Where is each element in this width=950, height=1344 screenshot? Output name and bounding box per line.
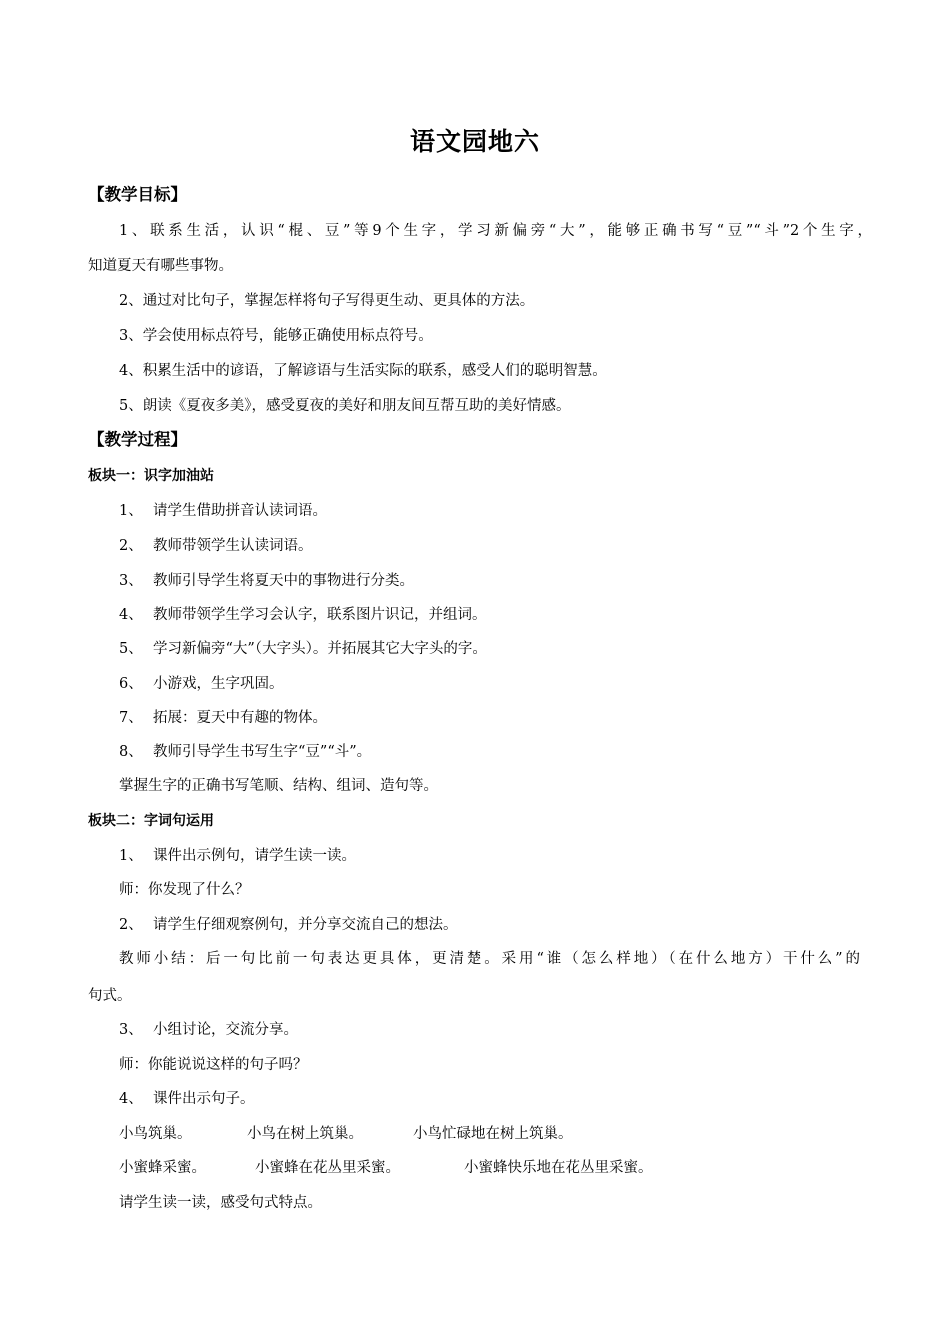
example-row-1 [119,1124,573,1144]
block2-question-1: 师：你发现了什么？ [119,882,250,898]
goal-5: 5、朗读《夏夜多美》，感受夏夜的美好和朋友间互帮互助的美好情感。 [119,398,571,414]
step-text: 小游戏，生字巩固。 [153,676,284,692]
step-text: 课件出示句子。 [153,1091,255,1107]
step-number: 1、 [119,503,143,519]
step-number: 8、 [119,744,143,760]
block1-step-3 [119,571,414,591]
block2-step-4 [119,1089,255,1109]
goal-1-line-2: 知道夏天有哪些事物。 [88,258,233,274]
block2-step-1 [119,846,356,866]
step-text: 教师引导学生将夏天中的事物进行分类。 [153,573,414,589]
step-number: 4、 [119,607,143,623]
goal-4: 4、积累生活中的谚语，了解谚语与生活实际的联系，感受人们的聪明智慧。 [119,363,607,379]
step-text: 拓展：夏天中有趣的物体。 [153,710,327,726]
step-text: 学习新偏旁“大”（大字头）。并拓展其它大字头的字。 [153,641,487,657]
block1-step-7 [119,708,327,728]
step-text: 教师带领学生认读词语。 [153,538,313,554]
step-number: 1、 [119,848,143,864]
step-number: 7、 [119,710,143,726]
step-number: 6、 [119,676,143,692]
step-number: 3、 [119,1022,143,1038]
step-number: 4、 [119,1091,143,1107]
process-heading: 【教学过程】 [88,430,187,449]
example-sentence: 小蜜蜂采蜜。 [119,1160,206,1176]
goals-heading: 【教学目标】 [88,185,187,204]
step-text: 请学生借助拼音认读词语。 [153,503,327,519]
block1-step-4 [119,605,487,625]
block1-step-6 [119,674,284,694]
block2-summary-line-2: 句式。 [88,988,132,1004]
example-row-2 [119,1158,653,1178]
step-number: 3、 [119,573,143,589]
block1-heading: 板块一：识字加油站 [88,468,214,484]
step-number: 2、 [119,917,143,933]
example-sentence: 小蜜蜂在花丛里采蜜。 [255,1160,400,1176]
block2-question-2: 师：你能说说这样的句子吗？ [119,1057,308,1073]
step-text: 小组讨论，交流分享。 [153,1022,298,1038]
goal-1-line-1: 1、联系生活，认识“棍、豆”等9个生字，学习新偏旁“大”，能够正确书写“豆”“斗”2个生字， [119,223,872,239]
example-sentence: 小鸟筑巢。 [119,1126,192,1142]
step-text: 课件出示例句，请学生读一读。 [153,848,356,864]
goal-2: 2、通过对比句子，掌握怎样将句子写得更生动、更具体的方法。 [119,293,535,309]
block1-step-8 [119,742,371,762]
block1-step-1 [119,501,327,521]
step-text: 请学生仔细观察例句，并分享交流自己的想法。 [153,917,458,933]
step-text: 教师引导学生书写生字“豆”“斗”。 [153,744,372,760]
block2-step-2 [119,915,458,935]
block1-step-5 [119,639,487,659]
page-title: 语文园地六 [409,127,540,156]
block2-step-3 [119,1020,298,1040]
step-number: 5、 [119,641,143,657]
example-sentence: 小鸟忙碌地在树上筑巢。 [413,1126,573,1142]
block2-closing: 请学生读一读，感受句式特点。 [119,1195,322,1211]
step-text: 教师带领学生学习会认字，联系图片识记，并组词。 [153,607,487,623]
block2-summary-line-1: 教师小结：后一句比前一句表达更具体，更清楚。采用“谁（怎么样地）（在什么地方）干什么”的 [119,951,860,967]
block1-step-2 [119,536,313,556]
step-number: 2、 [119,538,143,554]
block2-heading: 板块二：字词句运用 [88,813,214,829]
example-sentence: 小蜜蜂快乐地在花丛里采蜜。 [464,1160,653,1176]
block1-note: 掌握生字的正确书写笔顺、结构、组词、造句等。 [119,778,438,794]
example-sentence: 小鸟在树上筑巢。 [247,1126,363,1142]
goal-3: 3、学会使用标点符号，能够正确使用标点符号。 [119,328,433,344]
